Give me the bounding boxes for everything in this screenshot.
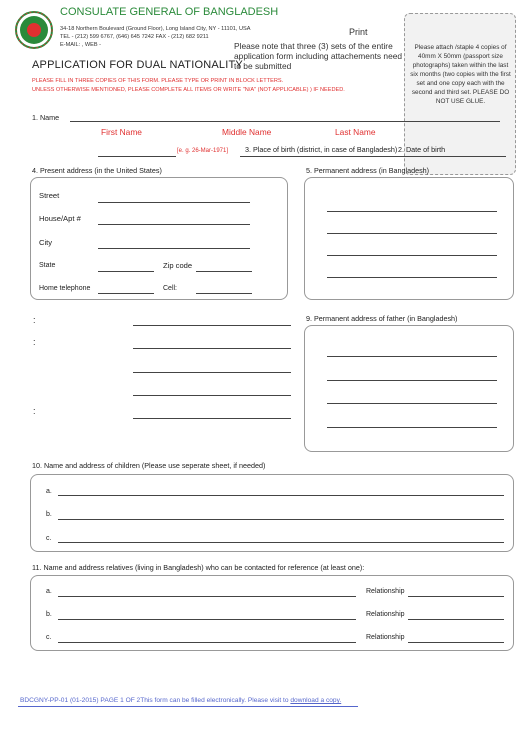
relative-b-label: b.	[46, 611, 52, 618]
q3-place-of-birth-label: 3. Place of birth (district, in case of Bangladesh)	[245, 145, 398, 154]
child-c-input[interactable]	[58, 542, 504, 543]
footer	[20, 697, 341, 704]
father-address-box	[304, 325, 514, 452]
address-line-1: 34-18 Northern Boulevard (Ground Floor), Long Island City, NY - 11101, USA	[60, 26, 251, 32]
relative-b-input[interactable]	[58, 619, 356, 620]
relative-c-relationship-label: Relationship	[366, 634, 405, 641]
footer-divider	[18, 706, 358, 707]
city-input[interactable]	[98, 248, 250, 249]
home-telephone-label: Home telephone	[39, 285, 91, 292]
state-input[interactable]	[98, 271, 154, 272]
photo-instructions: Please attach /staple 4 copies of 40mm X 50mm (passport size photographs) taken within the last six months (two copies with the first set and one copy each with the second and third set. PLEASE DO NOT USE GLUE.	[410, 44, 511, 105]
bangladesh-emblem-logo	[14, 10, 54, 50]
home-telephone-input[interactable]	[98, 293, 154, 294]
relative-c-input[interactable]	[58, 642, 356, 643]
relative-a-relationship-input[interactable]	[408, 596, 504, 597]
q9-father-address-label: 9. Permanent address of father (in Bangladesh)	[306, 314, 458, 323]
page-indicator: PAGE 1 OF 2	[100, 697, 141, 704]
permanent-address-line-3[interactable]	[327, 255, 497, 256]
left-field-line-5[interactable]	[133, 418, 291, 419]
middle-name-label: Middle Name	[222, 127, 272, 137]
child-a-input[interactable]	[58, 495, 504, 496]
relative-c-label: c.	[46, 634, 52, 641]
footer-text: This form can be filled electronically. Please visit to	[140, 697, 289, 704]
colon-marker-3: :	[33, 406, 36, 416]
present-address-box	[30, 177, 288, 300]
relative-a-label: a.	[46, 588, 52, 595]
instruction-line-2: UNLESS OTHERWISE MENTIONED, PLEASE COMPLETE ALL ITEMS OR WRITE "N/A" (NOT APPLICABLE) ) IF NEEDED.	[32, 87, 345, 93]
instruction-line-1: PLEASE FILL IN THREE COPIES OF THIS FORM. PLEASE TYPE OR PRINT IN BLOCK LETTERS.	[32, 78, 284, 84]
relative-b-relationship-input[interactable]	[408, 619, 504, 620]
child-b-input[interactable]	[58, 519, 504, 520]
permanent-address-box	[304, 177, 514, 300]
colon-marker-1: :	[33, 315, 36, 325]
consulate-title: CONSULATE GENERAL OF BANGLADESH	[60, 6, 279, 18]
place-of-birth-field[interactable]	[240, 156, 506, 157]
name-field-line[interactable]	[70, 121, 500, 122]
form-code: BDCGNY-PP-01 (01-2015)	[20, 697, 99, 704]
q5-permanent-address-label: 5. Permanent address (in Bangladesh)	[306, 166, 430, 175]
dob-format-hint: [e. g. 26-Mar-1971]	[177, 148, 229, 154]
address-line-3: E-MAIL: , WEB -	[60, 42, 102, 48]
permanent-address-line-1[interactable]	[327, 211, 497, 212]
q10-children-label: 10. Name and address of children (Please use seperate sheet, if needed)	[32, 461, 266, 470]
house-apt-label: House/Apt #	[39, 214, 81, 223]
relative-a-relationship-label: Relationship	[366, 588, 405, 595]
left-field-line-2[interactable]	[133, 348, 291, 349]
date-of-birth-field[interactable]	[98, 156, 176, 157]
child-c-label: c.	[46, 535, 52, 542]
permanent-address-line-2[interactable]	[327, 233, 497, 234]
father-address-line-1[interactable]	[327, 356, 497, 357]
q1-name-label: 1. Name	[32, 113, 60, 122]
zip-code-label: Zip code	[163, 261, 193, 270]
state-label: State	[39, 262, 56, 269]
download-link[interactable]: download a copy.	[290, 697, 342, 704]
q11-relatives-label: 11. Name and address relatives (living in Bangladesh) who can be contacted for reference (at least one):	[32, 563, 365, 572]
left-field-line-3[interactable]	[133, 372, 291, 373]
house-apt-input[interactable]	[98, 224, 250, 225]
cell-label: Cell:	[163, 285, 178, 292]
father-address-line-2[interactable]	[327, 380, 497, 381]
left-field-line-4[interactable]	[133, 395, 291, 396]
permanent-address-line-4[interactable]	[327, 277, 497, 278]
father-address-line-3[interactable]	[327, 403, 497, 404]
last-name-label: Last Name	[335, 127, 376, 137]
first-name-label: First Name	[101, 127, 142, 137]
relative-b-relationship-label: Relationship	[366, 611, 405, 618]
submission-note: Please note that three (3) sets of the entire application form including attachements need to be submitted	[234, 41, 403, 71]
child-a-label: a.	[46, 488, 52, 495]
left-field-line-1[interactable]	[133, 325, 291, 326]
relative-c-relationship-input[interactable]	[408, 642, 504, 643]
colon-marker-2: :	[33, 337, 36, 347]
print-button[interactable]: Print	[349, 27, 368, 37]
q4-present-address-label: 4. Present address (in the United States)	[32, 166, 162, 175]
q2-date-of-birth-label: 2. Date of birth	[398, 145, 446, 154]
cell-input[interactable]	[196, 293, 252, 294]
father-address-line-4[interactable]	[327, 427, 497, 428]
street-input[interactable]	[98, 202, 250, 203]
zip-code-input[interactable]	[196, 271, 252, 272]
city-label: City	[39, 238, 53, 247]
address-line-2: TEL - (212) 599 6767, (646) 645 7242 FAX - (212) 682 9211	[60, 34, 209, 40]
relative-a-input[interactable]	[58, 596, 356, 597]
child-b-label: b.	[46, 511, 52, 518]
street-label: Street	[39, 191, 60, 200]
relatives-box	[30, 575, 514, 651]
children-box	[30, 474, 514, 552]
form-title: APPLICATION FOR DUAL NATIONALITY	[32, 59, 243, 71]
